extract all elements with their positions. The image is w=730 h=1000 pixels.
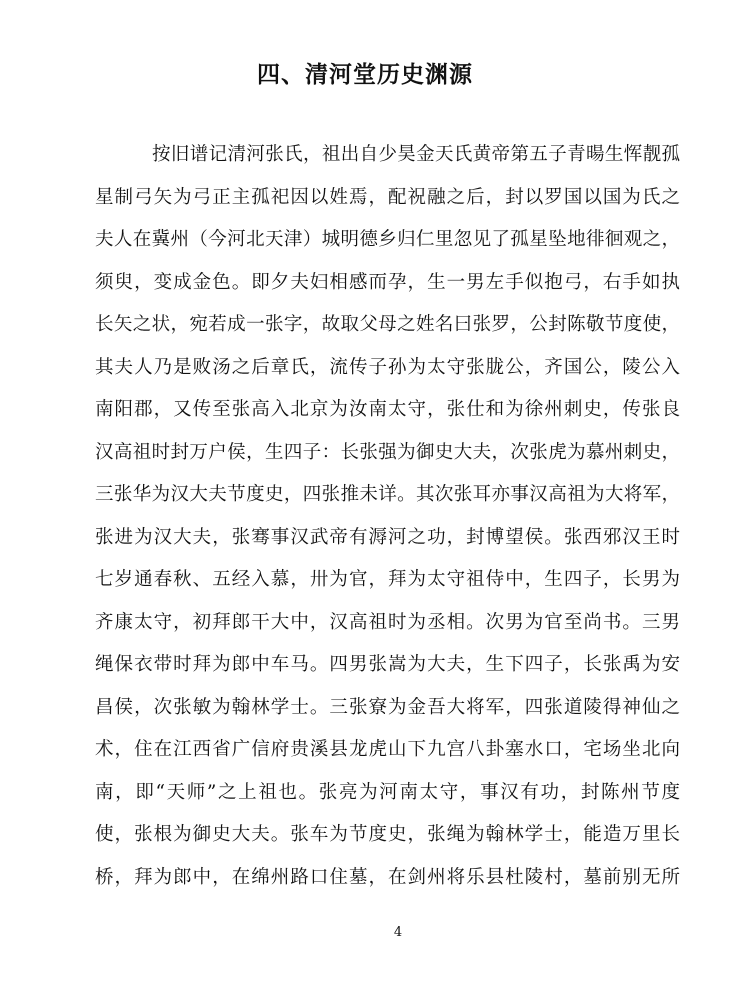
- text-line: 星制弓矢为弓正主孤祀因以姓焉，配祝融之后，封以罗国以国为氏之: [95, 186, 680, 208]
- text-line: 七岁通春秋、五经入慕，卅为官，拜为太守祖侍中，生四子，长男为: [95, 569, 680, 590]
- page-title: 四、清河堂历史渊源: [257, 61, 473, 88]
- text-line: 长矢之状，宛若成一张字，故取父母之姓名曰张罗，公封陈敬节度使，: [95, 314, 680, 335]
- text-line: 汉高祖时封万户侯，生四子：长张强为御史大夫，次张虎为慕州刺史，: [95, 441, 680, 463]
- text-line: 夫人在冀州（今河北天津）城明德乡归仁里忽见了孤星坠地徘徊观之，: [95, 229, 680, 250]
- text-line: 南，即“天师”之上祖也。张亮为河南太守，事汉有功，封陈州节度: [95, 781, 680, 803]
- page-number: 4: [393, 925, 403, 940]
- body-text: [95, 134, 680, 899]
- text-line: 南阳郡，又传至张高入北京为汝南太守，张仕和为徐州刺史，传张良: [95, 399, 680, 420]
- text-line: 须臾，变成金色。即夕夫妇相感而孕，生一男左手似抱弓，右手如执: [95, 271, 680, 293]
- text-line: 昌侯，次张敏为翰林学士。三张寮为金吾大将军，四张道陵得神仙之: [95, 696, 680, 718]
- text-line: 三张华为汉大夫节度史，四张推未详。其次张耳亦事汉高祖为大将军，: [95, 484, 680, 505]
- text-line: 齐康太守，初拜郎干大中，汉高祖时为丞相。次男为官至尚书。三男: [95, 611, 680, 633]
- text-line: 桥，拜为郎中，在绵州路口住墓，在剑州将乐县杜陵村，墓前别无所: [95, 866, 680, 888]
- text-line: 张进为汉大夫，张骞事汉武帝有溽河之功，封博望侯。张西邪汉王时: [95, 526, 680, 548]
- text-line: 绳保衣带时拜为郎中车马。四男张嵩为大夫，生下四子，长张禹为安: [95, 654, 680, 675]
- text-line: 其夫人乃是败汤之后章氏，流传子孙为太守张胧公，齐国公，陵公入: [95, 356, 680, 378]
- text-line: 按旧谱记清河张氏，祖出自少昊金天氏黄帝第五子青暘生恽靓孤: [152, 144, 680, 165]
- text-line: 术，住在江西省广信府贵溪县龙虎山下九宫八卦塞水口，宅场坐北向: [95, 739, 680, 760]
- text-line: 使，张根为御史大夫。张车为节度史，张绳为翰林学士，能造万里长: [95, 824, 680, 845]
